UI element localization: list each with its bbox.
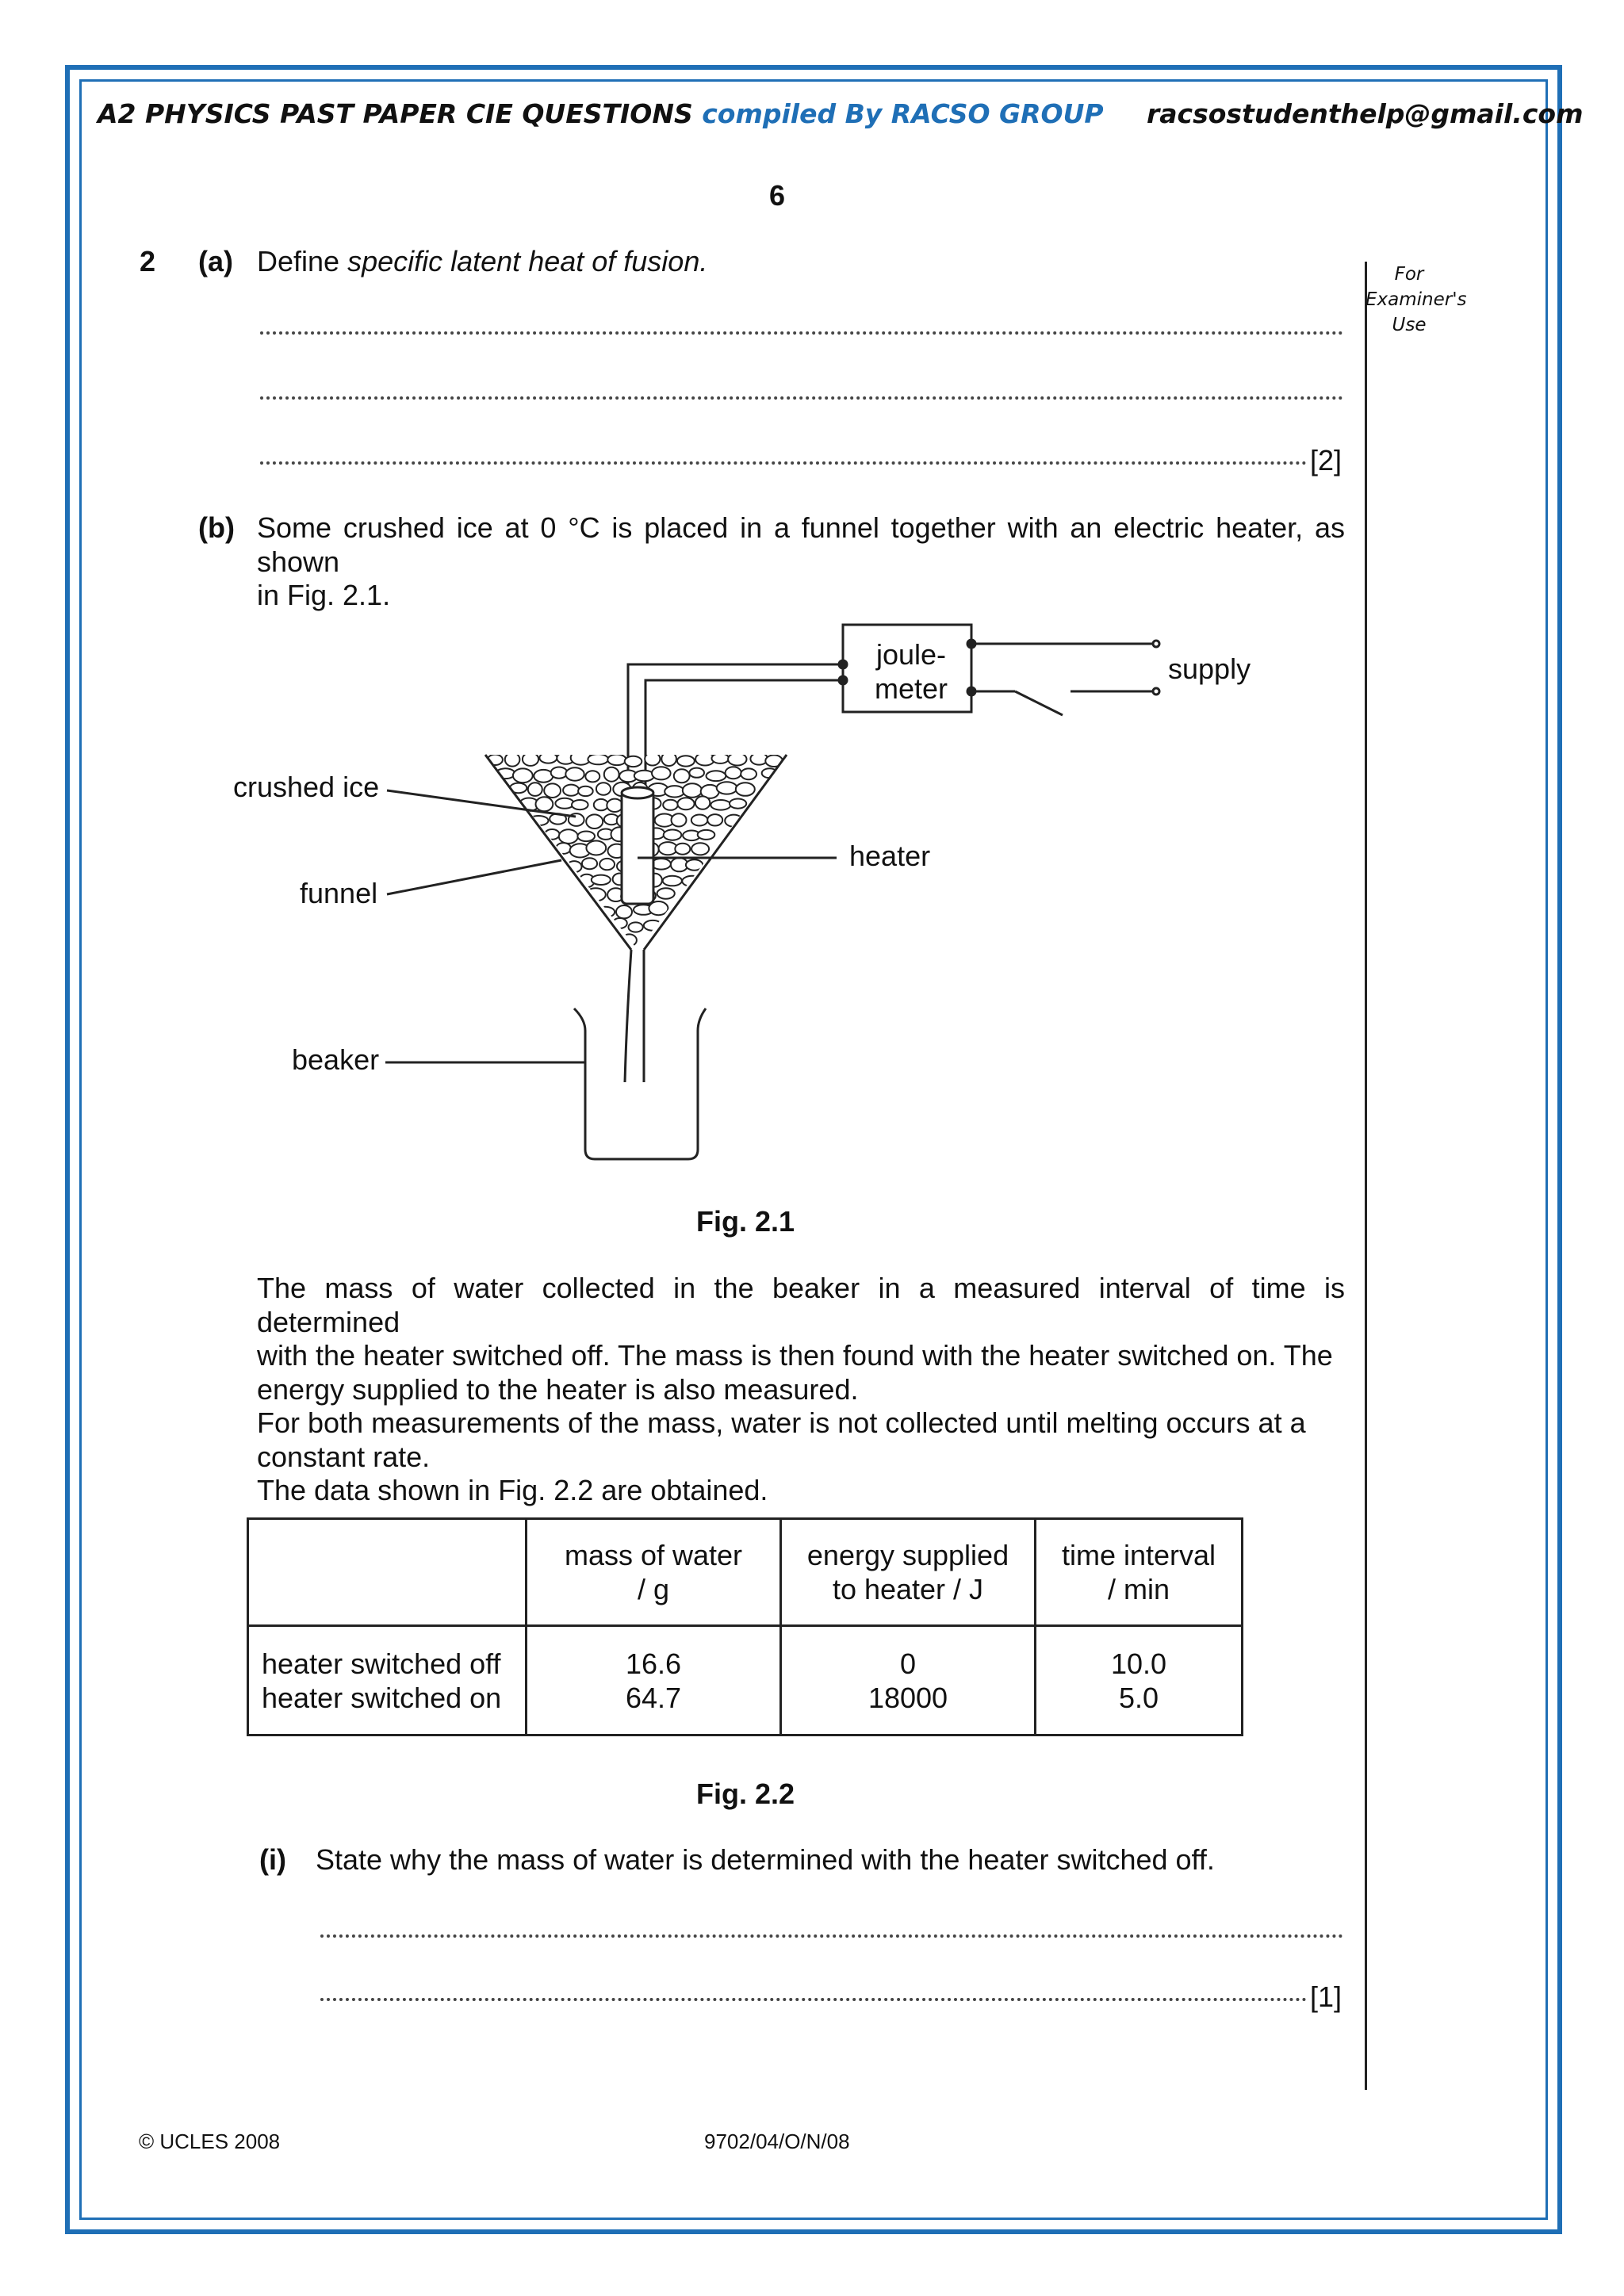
ice-pebble (689, 768, 704, 778)
ice-pebble (616, 905, 632, 918)
ice-pebble (674, 769, 690, 783)
ice-pebble (664, 830, 682, 840)
junction-dot (967, 640, 975, 648)
ice-pebble (528, 783, 542, 796)
answer-line[interactable] (320, 1934, 1343, 1938)
ice-pebble (559, 829, 578, 844)
header-email: racsostudenthelp@gmail.com (1147, 98, 1584, 129)
part-b-line: Some crushed ice at 0 °C is placed in a funnel together with an electric heater, as shown (257, 511, 1345, 578)
ice-pebble (604, 767, 619, 782)
ice-pebble (698, 830, 715, 840)
ice-pebble (585, 771, 599, 782)
examiner-line-3: Use (1392, 315, 1427, 335)
ice-pebble (657, 888, 675, 898)
ice-pebble (712, 753, 730, 763)
time-off: 10.0 (1110, 1647, 1167, 1680)
page-number: 6 (769, 179, 786, 212)
ice-pebble (741, 768, 756, 779)
ice-pebble (661, 752, 676, 767)
header-time-line1: time interval (1061, 1539, 1216, 1571)
paragraph-line: For both measurements of the mass, water is not collected until melting occurs at a (257, 1406, 1306, 1439)
paragraph-line: constant rate. (257, 1440, 431, 1473)
label-joulemeter-1: joule- (876, 638, 947, 671)
junction-dot (839, 676, 847, 684)
junction-dot (839, 660, 847, 668)
paragraph-line: The mass of water collected in the beaker in a measured interval of time is determined (257, 1272, 1345, 1338)
ice-pebble (730, 799, 746, 809)
ice-pebble (513, 768, 533, 783)
part-b-label: (b) (198, 511, 235, 544)
table-cell-energy (781, 1626, 1036, 1735)
table-row (248, 1626, 1243, 1735)
ice-pebble (586, 814, 603, 828)
ice-pebble (665, 786, 684, 797)
header-title-text: A2 PHYSICS PAST PAPER CIE QUESTIONS (98, 98, 693, 129)
answer-line[interactable] (320, 1998, 1307, 2001)
ice-pebble (565, 767, 584, 780)
ice-pebble (728, 753, 746, 766)
row-label-off: heater switched off (262, 1647, 501, 1680)
label-joulemeter-2: meter (875, 672, 948, 705)
table-cell-time (1036, 1626, 1243, 1735)
ice-pebble (607, 755, 626, 766)
part-a-term: specific latent heat of fusion. (347, 245, 708, 277)
header-compiled: compiled By RACSO GROUP (702, 98, 1104, 129)
ice-pebble (578, 786, 593, 796)
ice-pebble (577, 832, 595, 842)
part-a-marks: [2] (1310, 444, 1342, 476)
ice-pebble (726, 767, 741, 779)
table-corner-cell (248, 1519, 527, 1626)
time-on: 5.0 (1118, 1681, 1159, 1714)
ice-pebble (534, 770, 553, 783)
label-supply: supply (1168, 652, 1251, 685)
header-energy-line1: energy supplied (806, 1539, 1009, 1571)
ice-pebble (686, 859, 703, 870)
footer-paper-code: 9702/04/O/N/08 (704, 2130, 850, 2153)
ice-pebble (683, 783, 702, 797)
row-label-on: heater switched on (262, 1681, 502, 1714)
header-energy-line2: to heater / J (832, 1573, 984, 1605)
beaker-outline (574, 1008, 706, 1159)
ice-pebble (677, 756, 695, 766)
ice-pebble (675, 844, 690, 855)
ice-pebble (536, 797, 553, 811)
header-mass-line2: / g (637, 1573, 670, 1605)
part-i-marks: [1] (1310, 1980, 1342, 2013)
ice-pebble (544, 783, 561, 798)
ice-pebble (677, 798, 694, 809)
ice-pebble (563, 785, 579, 796)
ice-pebble (652, 767, 671, 779)
examiner-line-1: For (1394, 264, 1424, 285)
energy-on: 18000 (868, 1681, 948, 1714)
ice-pebble (691, 815, 708, 826)
part-a-prefix: Define (257, 245, 348, 277)
ice-pebble (645, 752, 660, 766)
ice-pebble (586, 841, 606, 855)
ice-pebble (695, 796, 710, 809)
junction-dot (967, 687, 975, 695)
table-cell-mass (527, 1626, 781, 1735)
ice-pebble (599, 859, 615, 870)
examiner-line-2: Examiner's (1365, 289, 1467, 310)
paragraph-line: with the heater switched off. The mass is then found with the heater switched on. The (257, 1339, 1333, 1372)
ice-pebble (710, 800, 730, 810)
table-header-cell (781, 1519, 1036, 1626)
ice-pebble (572, 800, 588, 809)
ice-pebble (736, 783, 755, 796)
ice-pebble (750, 753, 768, 765)
funnel-stem-left (625, 950, 631, 1082)
label-funnel: funnel (300, 877, 378, 909)
ice-pebble (717, 782, 737, 794)
ice-pebble (594, 799, 608, 810)
ice-pebble (582, 858, 597, 869)
energy-off: 0 (899, 1647, 917, 1680)
ice-pebble (523, 752, 538, 766)
ice-pebble (663, 800, 678, 810)
header-mass-line1: mass of water (564, 1539, 743, 1571)
ice-pebble (551, 767, 568, 779)
label-heater: heater (849, 840, 931, 872)
ice-pebble (588, 754, 608, 764)
part-b-line: in Fig. 2.1. (257, 579, 391, 611)
figure-2-2-caption: Fig. 2.2 (696, 1777, 795, 1810)
table-header-row (248, 1519, 1243, 1626)
paragraph-line: The data shown in Fig. 2.2 are obtained. (257, 1474, 768, 1506)
ice-pebble (707, 814, 722, 825)
ice-pebble (555, 798, 573, 809)
supply-terminal-top (1153, 641, 1159, 647)
part-a-label: (a) (198, 245, 233, 277)
switch-blade (1015, 691, 1063, 715)
label-crushed-ice: crushed ice (233, 771, 380, 803)
mass-off: 16.6 (625, 1647, 682, 1680)
mass-on: 64.7 (625, 1681, 682, 1714)
ice-pebble (707, 771, 726, 781)
ice-pebble (505, 752, 520, 766)
ice-pebble (725, 815, 742, 827)
label-beaker: beaker (292, 1043, 380, 1076)
table-row-labels (248, 1626, 527, 1735)
data-table (247, 1517, 1243, 1736)
footer-copyright: © UCLES 2008 (139, 2130, 281, 2153)
header-time-line2: / min (1107, 1573, 1170, 1605)
heater-rod (622, 791, 653, 904)
heater-top (622, 787, 653, 798)
ice-pebble (596, 783, 611, 795)
question-number: 2 (140, 245, 156, 277)
ice-pebble (691, 843, 709, 855)
part-i-label: (i) (259, 1843, 286, 1876)
ice-pebble (592, 875, 611, 885)
leader-funnel (387, 860, 561, 894)
figure-2-1-caption: Fig. 2.1 (696, 1205, 795, 1238)
ice-pebble (672, 813, 687, 826)
table-header-cell (527, 1519, 781, 1626)
table-header-cell (1036, 1519, 1243, 1626)
supply-terminal-bottom (1153, 688, 1159, 695)
ice-pebble (663, 876, 682, 886)
ice-pebble (629, 922, 643, 932)
ice-pebble (625, 756, 642, 767)
paragraph-line: energy supplied to the heater is also measured. (257, 1372, 859, 1406)
description-paragraph (257, 1272, 1345, 1508)
ice-pebble (539, 752, 557, 763)
ice-pebble (607, 799, 622, 812)
part-i-text: State why the mass of water is determined with the heater switched off. (316, 1843, 1215, 1876)
